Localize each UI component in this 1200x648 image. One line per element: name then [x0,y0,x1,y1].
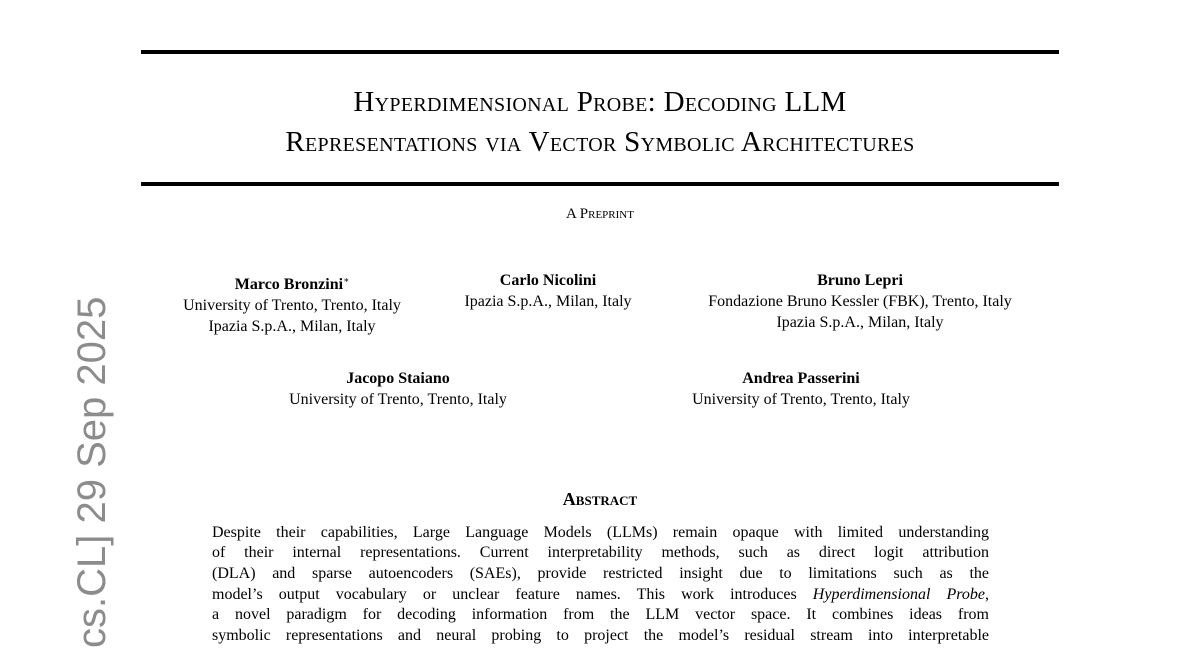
abstract-emphasis: Hyperdimensional Probe [812,586,985,603]
abstract-heading: Abstract [562,489,638,509]
author-affiliation: Ipazia S.p.A., Milan, Italy [464,293,632,310]
abstract-line: (DLA) and sparse autoencoders (SAEs), provide restricted insight due to limitations such as the [212,565,989,582]
author-affiliation: Ipazia S.p.A., Milan, Italy [208,318,376,335]
paper-title-line-1: Hyperdimensional Probe: Decoding LLM [353,86,847,118]
author-affiliation: Fondazione Bruno Kessler (FBK), Trento, Italy [708,293,1012,310]
footnote-mark: ∗ [343,275,350,285]
paper-title-line-2: Representations via Vector Symbolic Architectures [285,126,915,158]
preprint-label: A Preprint [566,206,634,222]
author-block [250,368,546,410]
author-name: Marco Bronzini∗ [234,275,350,293]
abstract-line: of their internal representations. Current interpretability methods, such as direct logit attribution [212,544,989,561]
author-affiliation: University of Trento, Trento, Italy [183,297,401,314]
top-rule [141,50,1059,54]
author-affiliation: Ipazia S.p.A., Milan, Italy [776,314,944,331]
author-block [660,368,942,410]
abstract-line: a novel paradigm for decoding information from the LLM vector space. It combines ideas from [212,606,989,623]
author-affiliation: University of Trento, Trento, Italy [289,391,507,408]
bottom-rule [141,182,1059,186]
abstract-line: symbolic representations and neural probing to project the model’s residual stream into interpretable [212,627,989,644]
author-block [150,270,434,337]
abstract-line: Despite their capabilities, Large Language Models (LLMs) remain opaque with limited understanding [212,524,989,541]
author-name: Bruno Lepri [817,272,903,289]
author-name: Carlo Nicolini [499,272,597,289]
arxiv-stamp: cs.CL] 29 Sep 2025 [70,296,114,648]
author-name: Andrea Passerini [742,370,860,387]
author-block [668,270,1052,333]
author-block [440,270,656,312]
author-name: Jacopo Staiano [346,370,450,387]
author-affiliation: University of Trento, Trento, Italy [692,391,910,408]
abstract-line: model’s output vocabulary or unclear feature names. This work introduces Hyperdimensional Probe, [212,586,989,603]
